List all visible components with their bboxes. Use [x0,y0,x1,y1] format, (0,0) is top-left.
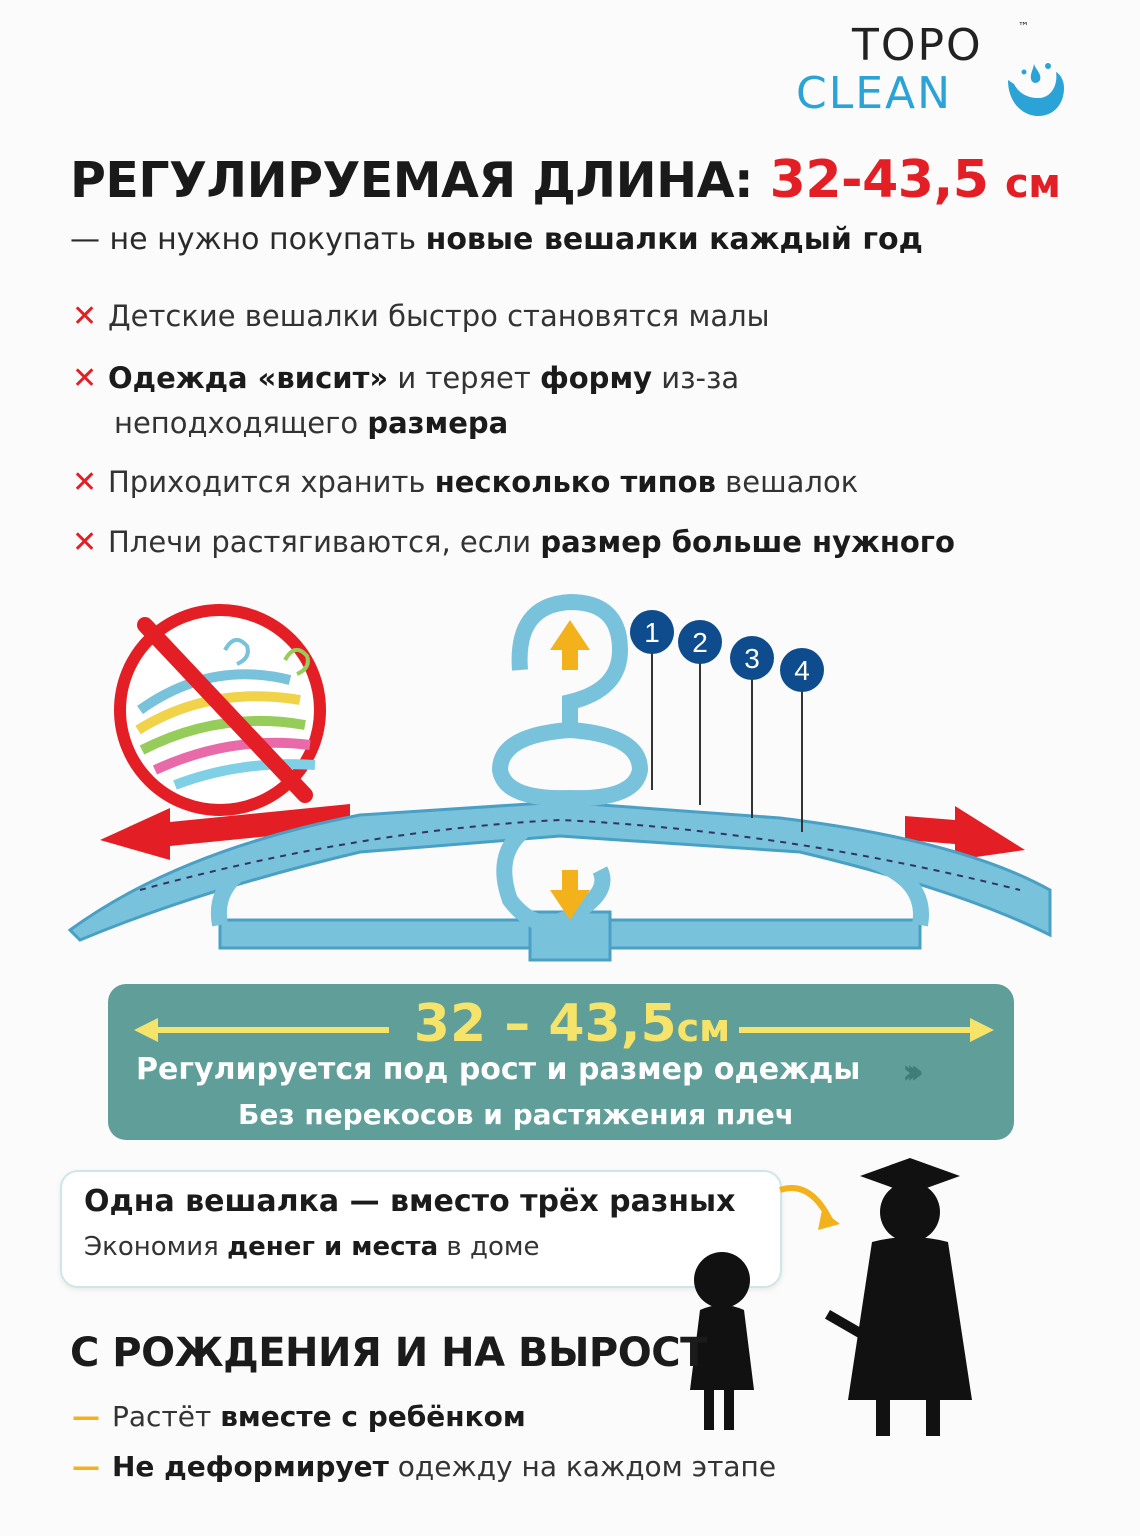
prohibited-hangers-icon [120,610,320,810]
issue-line-2 [72,401,739,445]
bullet-item-2 [72,1450,776,1483]
issue-text: вешалок [715,465,859,499]
issue-text: Детские вешалки быстро становятся малы [108,299,770,333]
card-sub-text: Экономия [84,1232,228,1262]
issue-text: Плечи растягиваются, если [108,525,541,559]
bullet-item-1 [72,1400,526,1433]
issue-text: неподходящего [114,406,368,440]
issue-item-1 [72,294,770,339]
step-label: 4 [794,655,810,686]
issue-item-2 [72,356,739,445]
issue-item-4 [72,520,955,565]
panel-range [402,994,742,1054]
cross-icon: ✕ [72,361,98,396]
cross-icon: ✕ [72,525,98,560]
subtitle [70,222,923,257]
panel-range-value: 32 – 43,5 [413,994,677,1054]
card-sub-text: в доме [438,1232,540,1262]
panel-line2: Без перекосов и растяжения плеч [238,1098,794,1131]
dash-icon: — [72,1450,100,1483]
issue-text: из-за [652,361,740,395]
logo-text-clean: CLEAN [796,68,953,119]
step-label: 3 [744,643,760,674]
cross-icon: ✕ [72,299,98,334]
subtitle-bold: новые вешалки каждый год [425,222,923,257]
step-markers [630,610,824,832]
hanger-illustration [60,590,1080,990]
card-sub-bold: денег и места [227,1232,439,1262]
bullet-bold: вместе с ребёнком [220,1400,526,1433]
issue-bold: Одежда «висит» [108,361,389,395]
step-label: 1 [644,617,660,648]
water-drop-icon [1000,54,1070,124]
card-title: Одна вешалка — вместо трёх разных [84,1184,736,1219]
cross-icon: ✕ [72,465,98,500]
card-subtitle [84,1232,540,1262]
issue-bold: размер больше нужного [540,525,955,559]
panel-line1: Регулируется под рост и размер одежды [136,1052,861,1087]
step-label: 2 [692,627,708,658]
issue-bold: размера [367,406,509,440]
logo-text-topo: TOPO [852,20,983,71]
brand-logo [790,18,1090,118]
dash-icon: — [72,1400,100,1433]
issue-bold: форму [539,361,653,395]
chevrons-icon: ››› [902,1052,915,1092]
title-text: РЕГУЛИРУЕМАЯ ДЛИНА: [70,152,754,209]
issue-bold: несколько типов [434,465,716,499]
subtitle-text: — не нужно покупать [70,222,417,257]
issue-text: и теряет [388,361,540,395]
title-unit: см [1004,161,1061,207]
child-graduate-silhouettes [680,1150,1020,1440]
bullet-bold: Не деформирует [112,1450,389,1483]
title-range: 32-43,5 [769,150,989,210]
bottom-heading: С РОЖДЕНИЯ И НА ВЫРОСТ [70,1330,707,1376]
bullet-text: одежду на каждом этапе [388,1450,777,1483]
logo-trademark: ™ [1018,20,1029,33]
issue-item-3 [72,460,858,505]
up-arrow-icon [550,620,590,670]
bullet-text: Растёт [112,1400,221,1433]
graduate-silhouette-icon [825,1158,972,1436]
issue-text: Приходится хранить [108,465,435,499]
panel-range-unit: см [676,1006,731,1050]
page-title [70,150,1060,210]
